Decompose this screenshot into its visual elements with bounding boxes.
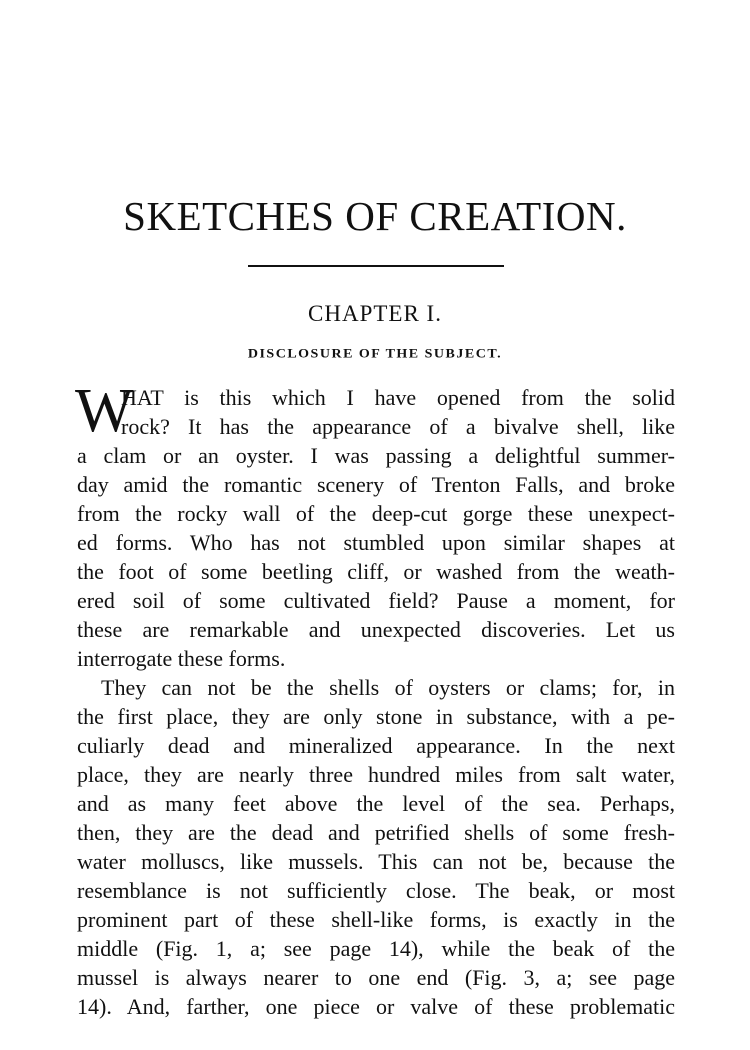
text-line: 14). And, farther, one piece or valve of these problematic xyxy=(77,994,675,1019)
text-line: HAT is this which I have opened from the solid xyxy=(121,385,675,410)
text-line: the first place, they are only stone in substance, with a pe- xyxy=(77,704,675,729)
text-line: middle (Fig. 1, a; see page 14), while the beak of the xyxy=(77,936,675,961)
text-line: day amid the romantic scenery of Trenton Falls, and broke xyxy=(77,472,675,497)
chapter-heading: CHAPTER I. xyxy=(308,301,442,326)
text-line: mussel is always nearer to one end (Fig. 3, a; see page xyxy=(77,965,675,990)
text-line: then, they are the dead and petrified shells of some fresh- xyxy=(77,820,675,845)
text-line: rock? It has the appearance of a bivalve shell, like xyxy=(121,414,675,439)
text-line: ed forms. Who has not stumbled upon similar shapes at xyxy=(77,530,675,555)
text-line: ered soil of some cultivated field? Pause a moment, for xyxy=(77,588,675,613)
text-line: They can not be the shells of oysters or clams; for, in xyxy=(101,675,675,700)
text-line: place, they are nearly three hundred miles from salt water, xyxy=(77,762,675,787)
text-line: prominent part of these shell-like forms, is exactly in the xyxy=(77,907,675,932)
text-line: and as many feet above the level of the sea. Perhaps, xyxy=(77,791,675,816)
text-line: the foot of some beetling cliff, or washed from the weath- xyxy=(77,559,675,584)
text-line: culiarly dead and mineralized appearance. In the next xyxy=(77,733,675,758)
text-line: from the rocky wall of the deep-cut gorge these unexpect- xyxy=(77,501,675,526)
text-line: resemblance is not sufficiently close. The beak, or most xyxy=(77,878,675,903)
drop-cap: W xyxy=(75,377,134,445)
text-line: these are remarkable and unexpected discoveries. Let us xyxy=(77,617,675,642)
text-line: water molluscs, like mussels. This can not be, because the xyxy=(77,849,675,874)
text-line: a clam or an oyster. I was passing a delightful summer- xyxy=(77,443,675,468)
book-title: SKETCHES OF CREATION. xyxy=(123,193,627,239)
chapter-subject: DISCLOSURE OF THE SUBJECT. xyxy=(247,347,503,362)
text-line: interrogate these forms. xyxy=(77,646,286,671)
title-rule xyxy=(248,265,504,267)
body-text xyxy=(75,377,675,1021)
